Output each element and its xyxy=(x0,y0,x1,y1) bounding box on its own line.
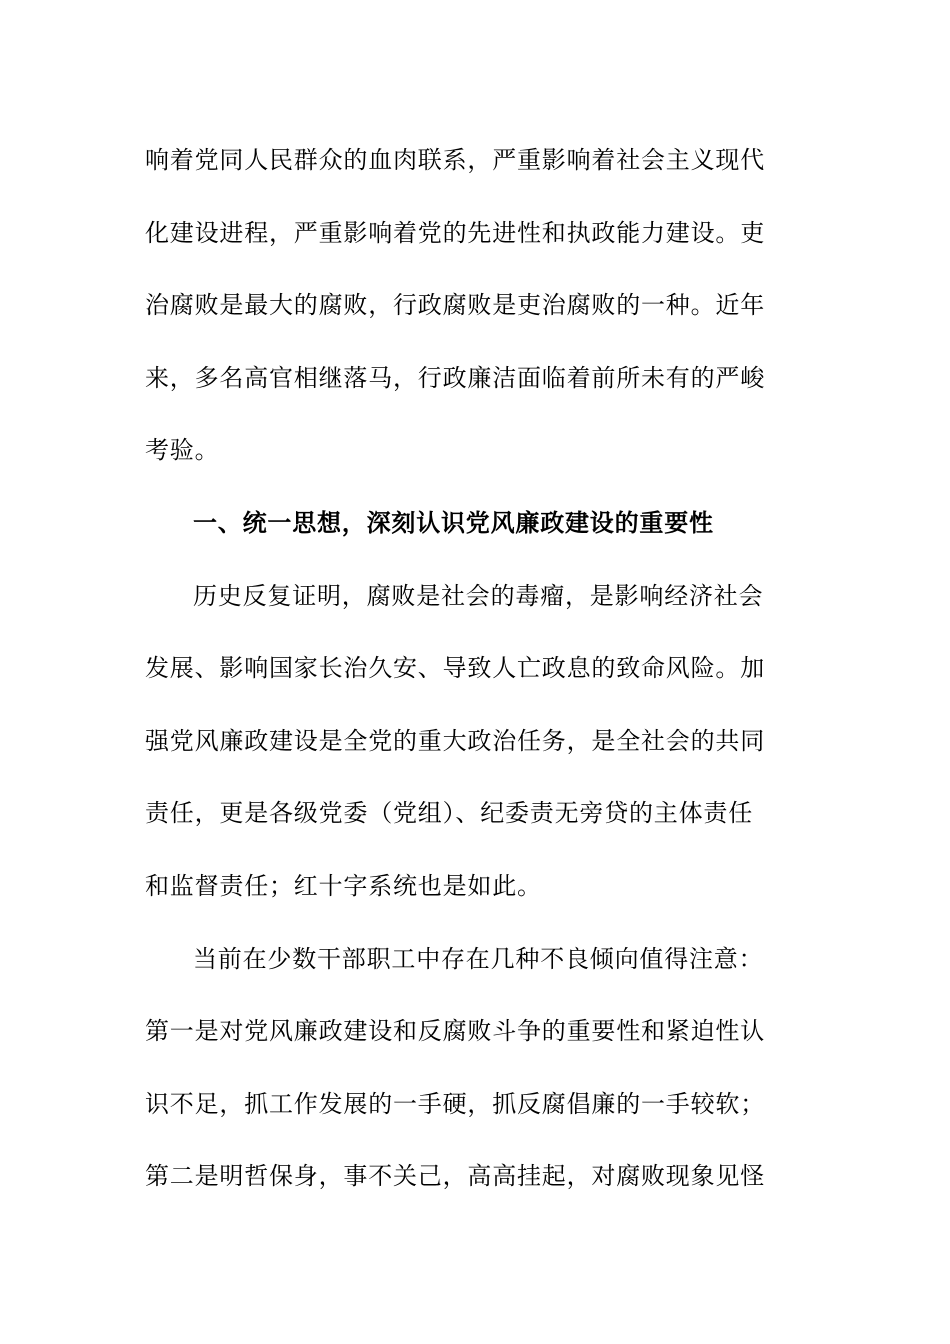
text-line: 识不足，抓工作发展的一手硬，抓反腐倡廉的一手较软； xyxy=(145,1089,765,1118)
paragraph-tendencies xyxy=(145,923,785,1213)
text-line: 责任，更是各级党委（党组）、纪委责无旁贷的主体责任 xyxy=(145,799,753,828)
text-line: 考验。 xyxy=(145,436,220,465)
text-line: 化建设进程，严重影响着党的先进性和执政能力建设。吏 xyxy=(145,218,765,247)
paragraph-history xyxy=(145,560,785,923)
text-line: 和监督责任；红十字系统也是如此。 xyxy=(145,871,542,900)
text-line: 当前在少数干部职工中存在几种不良倾向值得注意： xyxy=(193,944,764,973)
text-line: 历史反复证明，腐败是社会的毒瘤，是影响经济社会 xyxy=(193,581,764,610)
text-line: 强党风廉政建设是全党的重大政治任务，是全社会的共同 xyxy=(145,726,765,755)
text-line: 第一是对党风廉政建设和反腐败斗争的重要性和紧迫性认 xyxy=(145,1017,765,1046)
section-heading xyxy=(145,487,785,560)
text-line: 发展、影响国家长治久安、导致人亡政息的致命风险。加 xyxy=(145,654,765,683)
paragraph-continued xyxy=(145,124,785,487)
text-line: 第二是明哲保身，事不关己，高高挂起，对腐败现象见怪 xyxy=(145,1162,765,1191)
heading-line: 一、统一思想，深刻认识党风廉政建设的重要性 xyxy=(193,507,714,537)
text-line: 治腐败是最大的腐败，行政腐败是吏治腐败的一种。近年 xyxy=(145,291,765,320)
text-line: 响着党同人民群众的血肉联系，严重影响着社会主义现代 xyxy=(145,146,765,174)
text-line: 来，多名高官相继落马，行政廉洁面临着前所未有的严峻 xyxy=(145,363,765,392)
document-body xyxy=(145,124,785,1213)
